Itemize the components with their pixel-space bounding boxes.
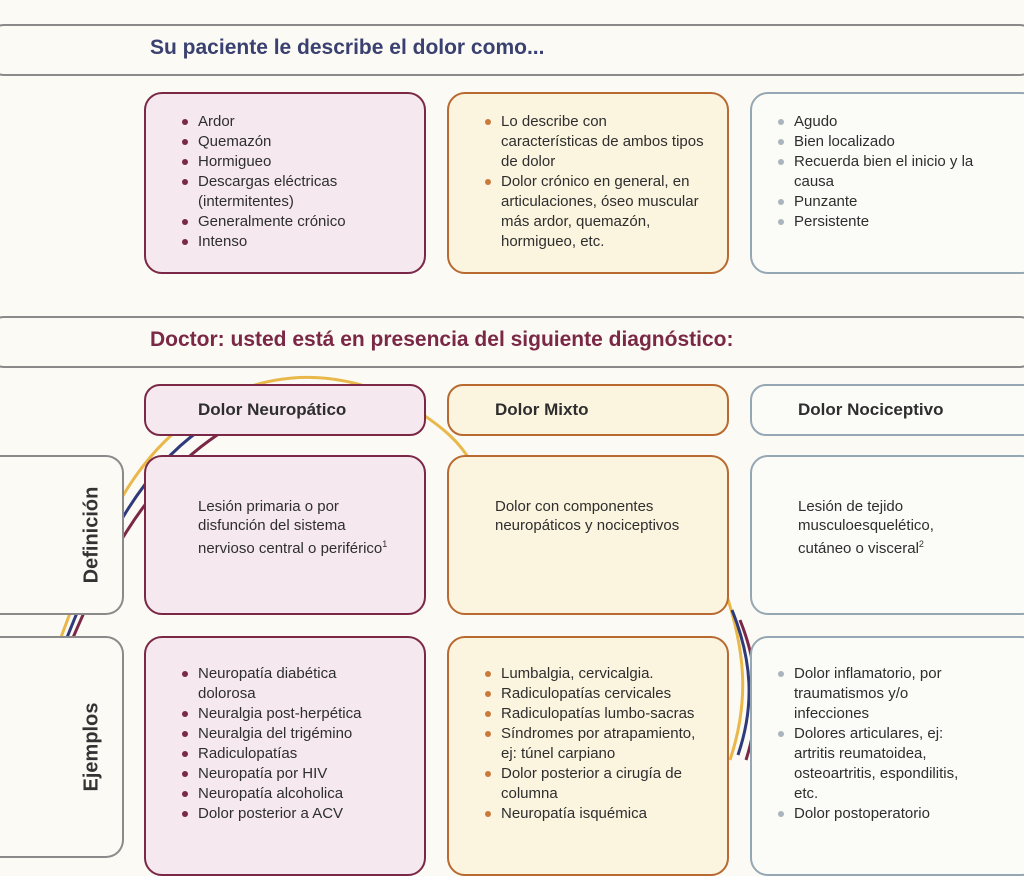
examples-box-nociceptivo: [750, 636, 1024, 876]
row-label-definicion: Definición: [0, 455, 124, 615]
list-item: Descargas eléctricas (intermitentes): [180, 172, 424, 212]
list-item: Neuropatía isquémica: [483, 804, 715, 824]
definition-text-nociceptivo: Lesión de tejido musculoesquelético, cutáneo o visceral$^2$: [798, 498, 934, 557]
examples-list-nociceptivo: [776, 664, 976, 824]
row-label-ejemplos: Ejemplos: [0, 636, 124, 858]
header-title-2: Doctor: usted está en presencia del siguiente diagnóstico:: [150, 328, 734, 351]
list-item: Dolor inflamatorio, por traumatismos y/o infecciones: [776, 664, 976, 724]
definition-text-mixto: Dolor con componentes neuropáticos y nociceptivos: [495, 498, 680, 534]
list-item: Dolor crónico en general, en articulaciones, óseo muscular más ardor, quemazón, hormigueo, etc.: [483, 172, 705, 252]
list-item: Lo describe con características de ambos tipos de dolor: [483, 112, 705, 172]
list-item: Agudo: [776, 112, 976, 132]
examples-list-neuropatico: [180, 664, 380, 824]
list-item: Recuerda bien el inicio y la causa: [776, 152, 976, 192]
list-item: Generalmente crónico: [180, 212, 424, 232]
description-box-mixto: [447, 92, 729, 274]
list-item: Dolor posterior a cirugía de columna: [483, 764, 715, 804]
description-list-neuropatico: [180, 112, 424, 252]
column-header-nociceptivo: Dolor Nociceptivo: [750, 384, 1024, 436]
header-title-1: Su paciente le describe el dolor como...: [150, 36, 545, 59]
column-header-neuropatico: Dolor Neuropático: [144, 384, 426, 436]
header-banner-1: [0, 24, 1024, 76]
definition-box-mixto: [447, 455, 729, 615]
list-item: Radiculopatías cervicales: [483, 684, 715, 704]
list-item: Quemazón: [180, 132, 424, 152]
list-item: Dolor postoperatorio: [776, 804, 976, 824]
examples-box-mixto: [447, 636, 729, 876]
list-item: Dolor posterior a ACV: [180, 804, 380, 824]
column-header-mixto: Dolor Mixto: [447, 384, 729, 436]
list-item: Punzante: [776, 192, 976, 212]
description-list-mixto: [483, 112, 705, 252]
examples-box-neuropatico: [144, 636, 426, 876]
list-item: Lumbalgia, cervicalgia.: [483, 664, 715, 684]
list-item: Neuropatía alcoholica: [180, 784, 380, 804]
description-box-nociceptivo: [750, 92, 1024, 274]
list-item: Dolores articulares, ej: artritis reumatoidea, osteoartritis, espondilitis, etc.: [776, 724, 976, 804]
header-banner-2: [0, 316, 1024, 368]
list-item: Radiculopatías: [180, 744, 380, 764]
definition-text-neuropatico: Lesión primaria o por disfunción del sistema nervioso central o periférico$^1$: [198, 498, 388, 557]
list-item: Intenso: [180, 232, 424, 252]
definition-box-nociceptivo: [750, 455, 1024, 615]
description-box-neuropatico: [144, 92, 426, 274]
list-item: Ardor: [180, 112, 424, 132]
list-item: Neuropatía diabética dolorosa: [180, 664, 380, 704]
examples-list-mixto: [483, 664, 715, 824]
list-item: Radiculopatías lumbo-sacras: [483, 704, 715, 724]
list-item: Neuralgia post-herpética: [180, 704, 380, 724]
list-item: Hormigueo: [180, 152, 424, 172]
definition-box-neuropatico: [144, 455, 426, 615]
list-item: Bien localizado: [776, 132, 976, 152]
list-item: Neuropatía por HIV: [180, 764, 380, 784]
list-item: Neuralgia del trigémino: [180, 724, 380, 744]
list-item: Persistente: [776, 212, 976, 232]
list-item: Síndromes por atrapamiento, ej: túnel carpiano: [483, 724, 715, 764]
description-list-nociceptivo: [776, 112, 976, 232]
